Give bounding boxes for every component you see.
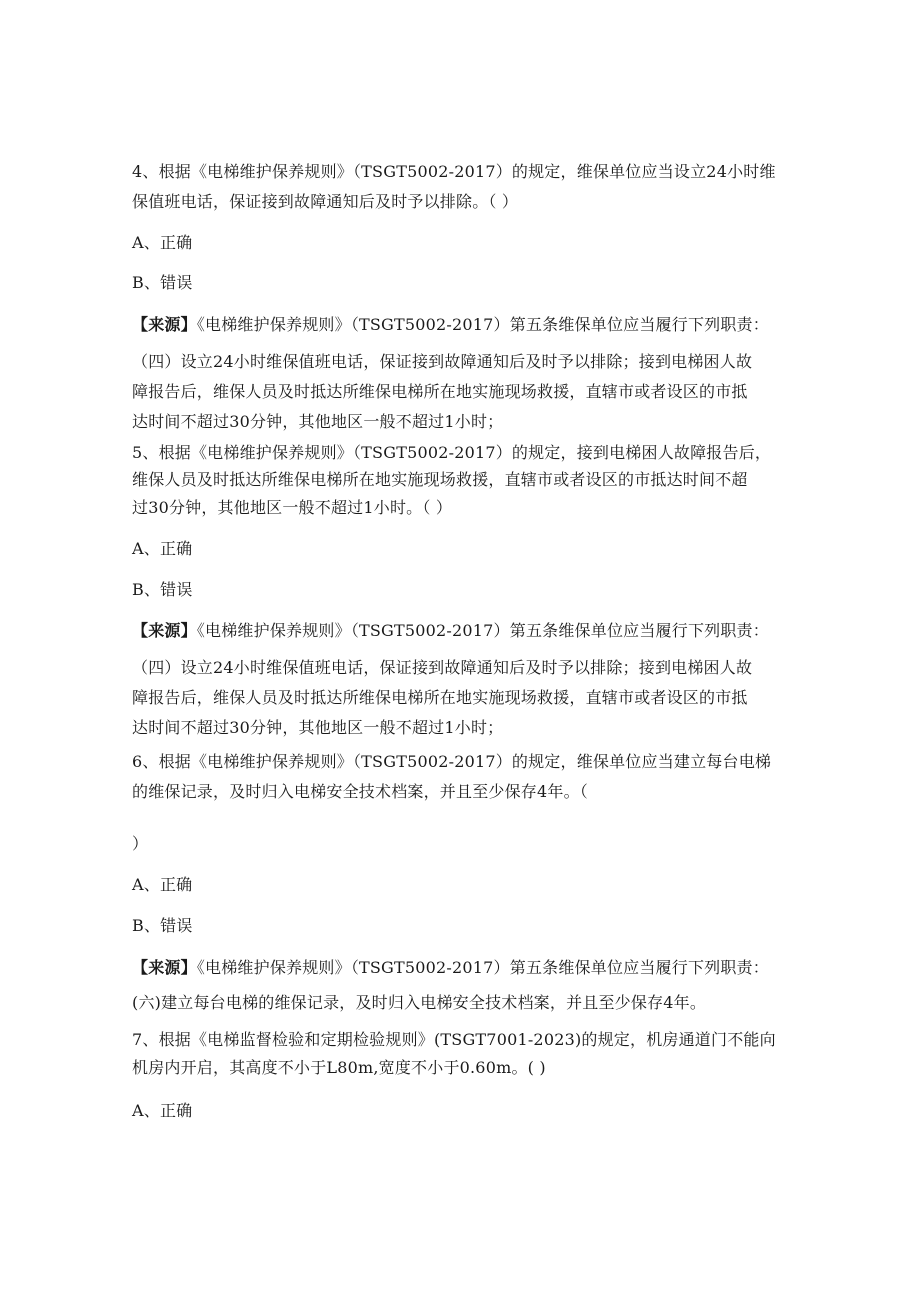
source-text: 《电梯维护保养规则》（TSGT5002-2017）第五条维保单位应当履行下列职责： <box>196 958 769 977</box>
question-6-source <box>132 958 769 978</box>
question-6-line-2: 的维保记录，及时归入电梯安全技术档案，并且至少保存4年。（ <box>132 782 588 801</box>
question-5-line-1: 5、根据《电梯维护保养规则》（TSGT5002-2017）的规定，接到电梯困人故障报告后， <box>132 443 772 462</box>
source-text: 《电梯维护保养规则》（TSGT5002-2017）第五条维保单位应当履行下列职责： <box>196 315 769 334</box>
question-4-explain-line-2: 障报告后，维保人员及时抵达所维保电梯所在地实施现场救援，直辖市或者设区的市抵 <box>132 382 748 401</box>
source-label: 【来源】 <box>132 315 197 334</box>
question-6-line-1: 6、根据《电梯维护保养规则》（TSGT5002-2017）的规定，维保单位应当建立每台电梯 <box>132 752 772 771</box>
question-5-source <box>132 621 769 641</box>
question-4-explain-line-3: 达时间不超过30分钟，其他地区一般不超过1小时； <box>132 412 504 431</box>
question-6-line-3: ） <box>132 834 149 853</box>
question-4-option-b: B、错误 <box>132 273 193 292</box>
question-5-explain-line-2: 障报告后，维保人员及时抵达所维保电梯所在地实施现场救援，直辖市或者设区的市抵 <box>132 688 748 707</box>
question-4-explain-line-1: （四）设立24小时维保值班电话，保证接到故障通知后及时予以排除；接到电梯困人故 <box>132 352 753 371</box>
question-7-option-a: A、正确 <box>132 1101 193 1120</box>
source-label: 【来源】 <box>132 958 197 977</box>
question-5-line-3: 过30分钟，其他地区一般不超过1小时。（ ） <box>132 498 453 517</box>
question-6-option-b: B、错误 <box>132 916 193 935</box>
question-4-option-a: A、正确 <box>132 233 193 252</box>
question-5-option-a: A、正确 <box>132 539 193 558</box>
source-label: 【来源】 <box>132 621 197 640</box>
question-6-option-a: A、正确 <box>132 875 193 894</box>
question-5-explain-line-1: （四）设立24小时维保值班电话，保证接到故障通知后及时予以排除；接到电梯困人故 <box>132 658 753 677</box>
question-6-explain-line-1: (六)建立每台电梯的维保记录，及时归入电梯安全技术档案，并且至少保存4年。 <box>132 993 707 1012</box>
question-4-line-1: 4、根据《电梯维护保养规则》（TSGT5002-2017）的规定，维保单位应当设立24小时维 <box>132 162 776 181</box>
question-7-line-1: 7、根据《电梯监督检验和定期检验规则》(TSGT7001-2023)的规定，机房通道门不能向 <box>132 1030 776 1049</box>
source-text: 《电梯维护保养规则》（TSGT5002-2017）第五条维保单位应当履行下列职责： <box>196 621 769 640</box>
question-5-line-2: 维保人员及时抵达所维保电梯所在地实施现场救援，直辖市或者设区的市抵达时间不超 <box>132 470 748 489</box>
question-5-option-b: B、错误 <box>132 580 193 599</box>
question-5-explain-line-3: 达时间不超过30分钟，其他地区一般不超过1小时； <box>132 718 504 737</box>
question-4-line-2: 保值班电话，保证接到故障通知后及时予以排除。（ ） <box>132 192 519 211</box>
question-4-source <box>132 315 769 335</box>
question-7-line-2: 机房内开启，其高度不小于L80m,宽度不小于0.60m。( ) <box>132 1058 546 1077</box>
